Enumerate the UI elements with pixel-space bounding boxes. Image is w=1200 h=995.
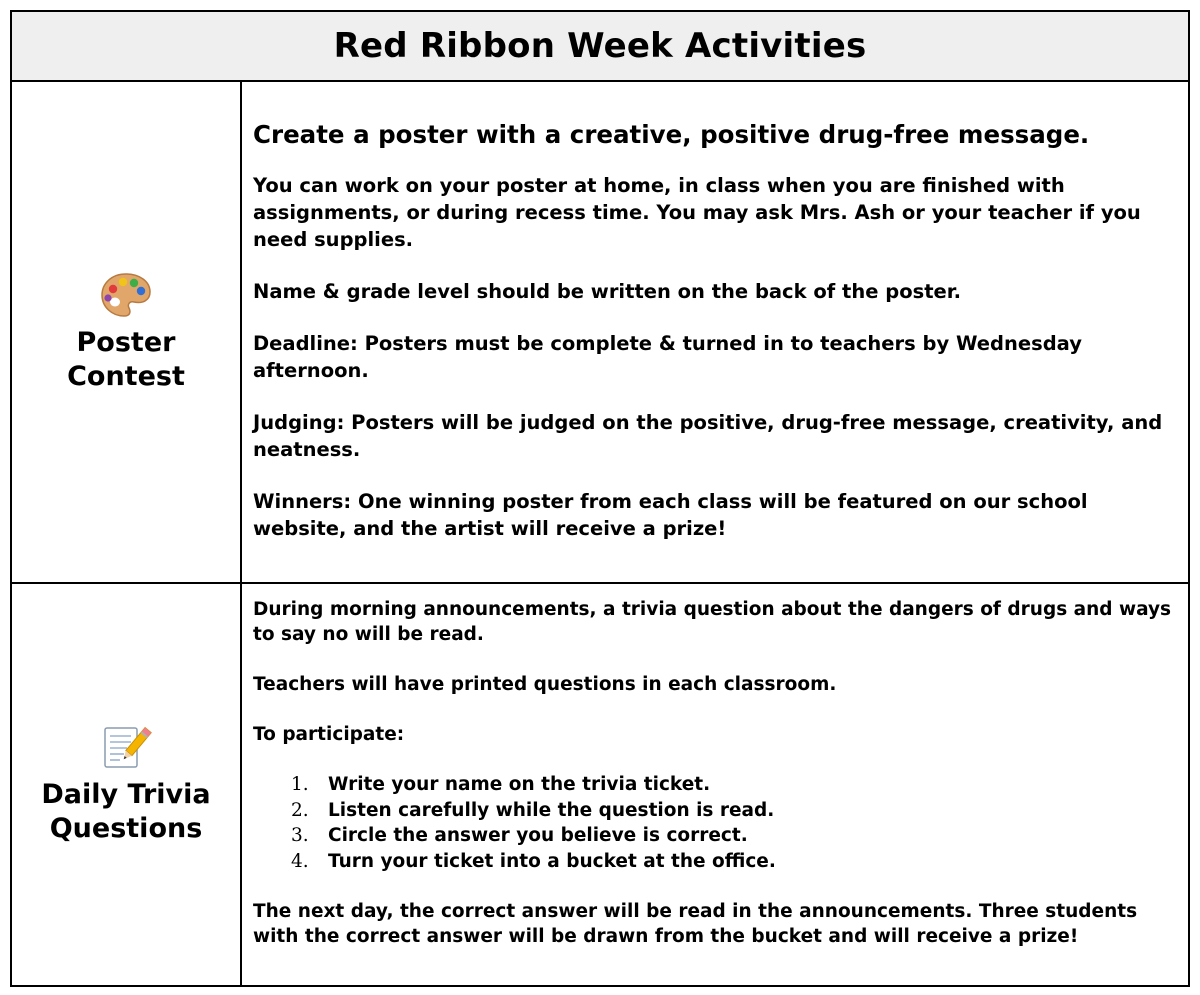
poster-contest-where: You can work on your poster at home, in class when you are finished with assignments, or during recess time. You may ask Mrs. Ash or your teacher if you need supplies.	[253, 174, 1141, 251]
step-text: Turn your ticket into a bucket at the office.	[328, 850, 776, 872]
step-text: Circle the answer you believe is correct.	[328, 825, 748, 846]
activities-table	[10, 10, 1190, 987]
poster-contest-label-line1: Poster	[76, 326, 176, 358]
daily-trivia-intro: During morning announcements, a trivia question about the dangers of drugs and ways to say no will be read.	[253, 599, 1172, 645]
poster-contest-winners: Winners: One winning poster from each class will be featured on our school website, and the artist will receive a prize!	[253, 490, 1088, 540]
page-title: Red Ribbon Week Activities	[333, 26, 867, 66]
daily-trivia-closing: The next day, the correct answer will be read in the announcements. Three students with the correct answer will be drawn from the bucket and will receive a prize!	[253, 901, 1138, 947]
daily-trivia-steps	[253, 772, 1176, 874]
daily-trivia-printed: Teachers will have printed questions in each classroom.	[253, 674, 837, 695]
step-number: 4.	[291, 850, 309, 872]
poster-contest-label-line2: Contest	[67, 360, 185, 392]
poster-contest-judging: Judging: Posters will be judged on the positive, drug-free message, creativity, and neatness.	[253, 411, 1163, 461]
list-item	[291, 849, 1176, 875]
poster-contest-label-cell	[12, 82, 242, 584]
list-item	[291, 798, 1176, 824]
poster-contest-heading: Create a poster with a creative, positive drug-free message.	[253, 120, 1090, 149]
palette-icon	[99, 271, 153, 322]
poster-contest-content	[242, 82, 1188, 584]
step-number: 1.	[291, 774, 309, 795]
daily-trivia-label-line1: Daily Trivia	[41, 779, 211, 810]
poster-contest-deadline: Deadline: Posters must be complete & turned in to teachers by Wednesday afternoon.	[253, 332, 1082, 382]
list-item	[291, 823, 1176, 849]
title-cell	[12, 12, 1188, 82]
daily-trivia-participate: To participate:	[253, 724, 405, 745]
step-text: Write your name on the trivia ticket.	[328, 774, 711, 795]
step-text: Listen carefully while the question is read.	[328, 799, 775, 821]
step-number: 2.	[291, 799, 309, 821]
memo-pencil-icon	[100, 723, 152, 774]
list-item	[291, 772, 1176, 798]
daily-trivia-label-cell	[12, 584, 242, 985]
poster-contest-name-grade: Name & grade level should be written on the back of the poster.	[253, 280, 962, 303]
daily-trivia-content	[242, 584, 1188, 985]
step-number: 3.	[291, 825, 309, 846]
daily-trivia-label-line2: Questions	[49, 813, 203, 844]
